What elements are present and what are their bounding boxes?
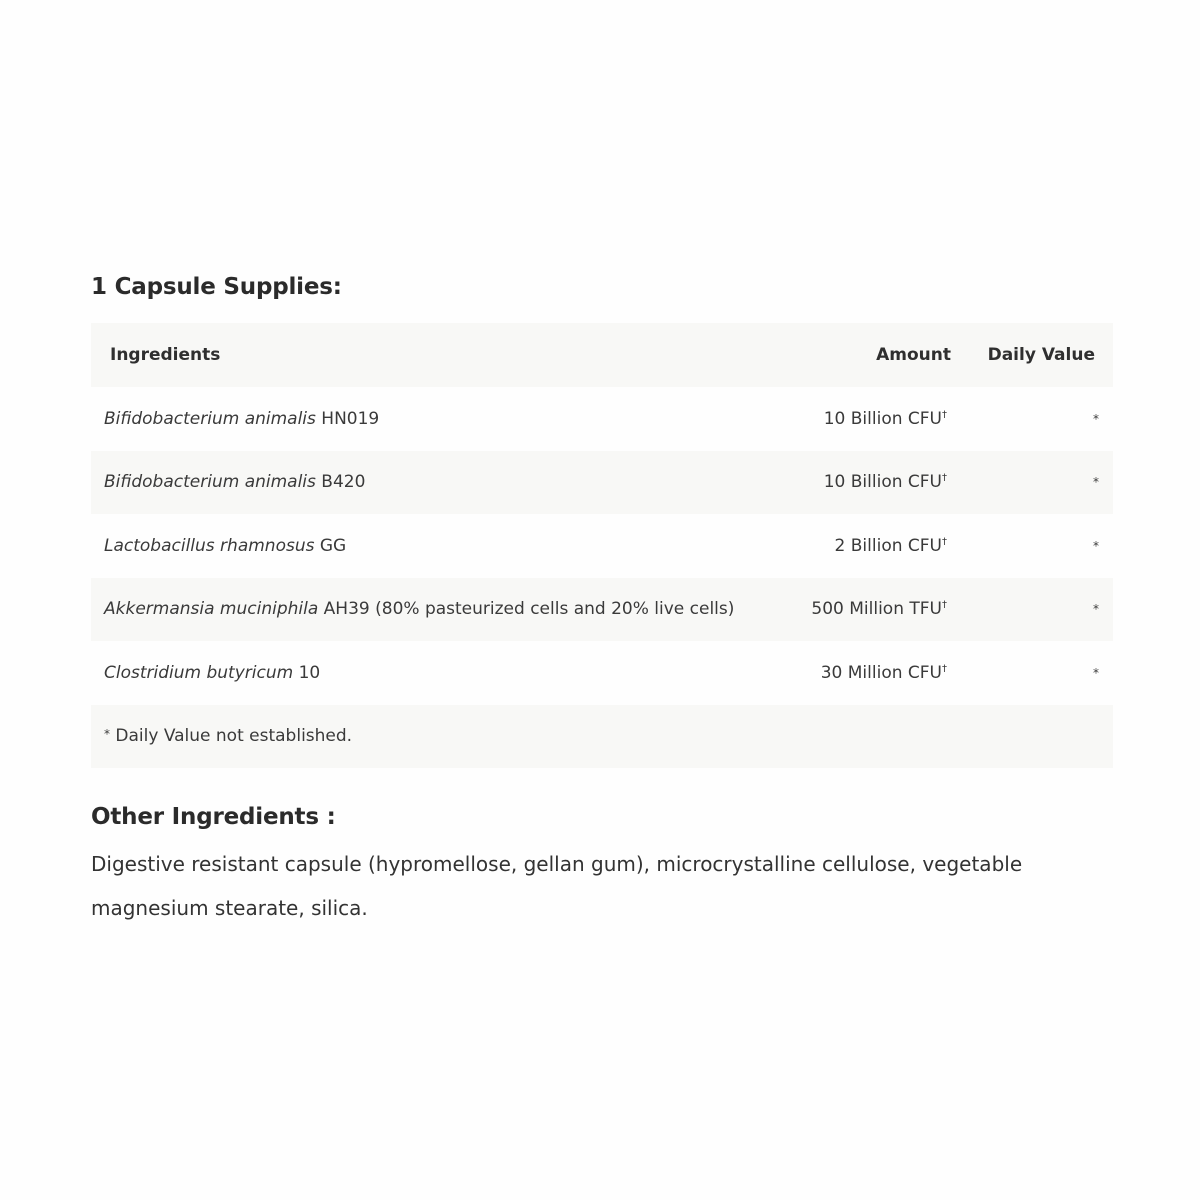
table-row <box>91 451 1113 515</box>
footnote-mark: * <box>104 727 110 742</box>
table-row <box>91 387 1113 451</box>
amount-cell <box>791 641 961 705</box>
ingredient-species: Bifidobacterium animalis <box>104 408 316 429</box>
supplement-facts-title: 1 Capsule Supplies: <box>91 274 342 300</box>
table-row <box>91 514 1113 578</box>
amount-value: 2 Billion CFU <box>834 535 942 556</box>
ingredient-cell <box>91 578 791 642</box>
amount-dagger-mark: † <box>942 472 947 484</box>
amount-cell <box>791 387 961 451</box>
supplement-facts-table <box>91 323 1113 768</box>
table-row <box>91 641 1113 705</box>
amount-cell <box>791 451 961 515</box>
amount-value: 30 Million CFU <box>820 662 942 683</box>
ingredient-cell <box>91 641 791 705</box>
other-ingredients-line-1: Digestive resistant capsule (hypromellose, gellan gum), microcrystalline cellulose, vegetable <box>91 852 1023 876</box>
ingredient-cell <box>91 451 791 515</box>
daily-value-cell: * <box>1093 475 1099 490</box>
ingredient-strain: HN019 <box>315 408 380 429</box>
ingredient-species: Lactobacillus rhamnosus <box>104 535 315 556</box>
amount-dagger-mark: † <box>942 599 947 611</box>
table-header-row <box>91 323 1113 387</box>
amount-header: Amount <box>876 345 951 365</box>
footnote-row <box>91 705 1113 769</box>
table-row <box>91 578 1113 642</box>
ingredient-species: Bifidobacterium animalis <box>104 472 316 493</box>
footnote-text: Daily Value not established. <box>110 726 353 747</box>
amount-cell <box>791 514 961 578</box>
ingredient-strain: GG <box>314 535 347 556</box>
amount-dagger-mark: † <box>942 536 947 548</box>
daily-value-cell: * <box>1093 411 1099 426</box>
ingredients-header: Ingredients <box>110 345 221 365</box>
amount-value: 10 Billion CFU <box>823 408 942 429</box>
amount-value: 500 Million TFU <box>811 599 942 620</box>
ingredient-strain: 10 <box>293 662 321 683</box>
amount-dagger-mark: † <box>942 409 947 421</box>
other-ingredients-text <box>91 842 1121 930</box>
ingredient-cell <box>91 514 791 578</box>
amount-value: 10 Billion CFU <box>823 472 942 493</box>
footnote-cell <box>91 705 1113 769</box>
amount-dagger-mark: † <box>942 663 947 675</box>
other-ingredients-title: Other Ingredients : <box>91 804 336 830</box>
ingredient-species: Clostridium butyricum <box>104 662 294 683</box>
amount-cell <box>791 578 961 642</box>
ingredient-strain: AH39 (80% pasteurized cells and 20% live cells) <box>318 599 735 620</box>
ingredient-species: Akkermansia muciniphila <box>104 599 319 620</box>
ingredient-cell <box>91 387 791 451</box>
daily-value-header: Daily Value <box>987 345 1095 365</box>
daily-value-cell: * <box>1093 602 1099 617</box>
other-ingredients-line-2: magnesium stearate, silica. <box>91 896 368 920</box>
daily-value-cell: * <box>1093 665 1099 680</box>
daily-value-cell: * <box>1093 538 1099 553</box>
ingredient-strain: B420 <box>315 472 366 493</box>
